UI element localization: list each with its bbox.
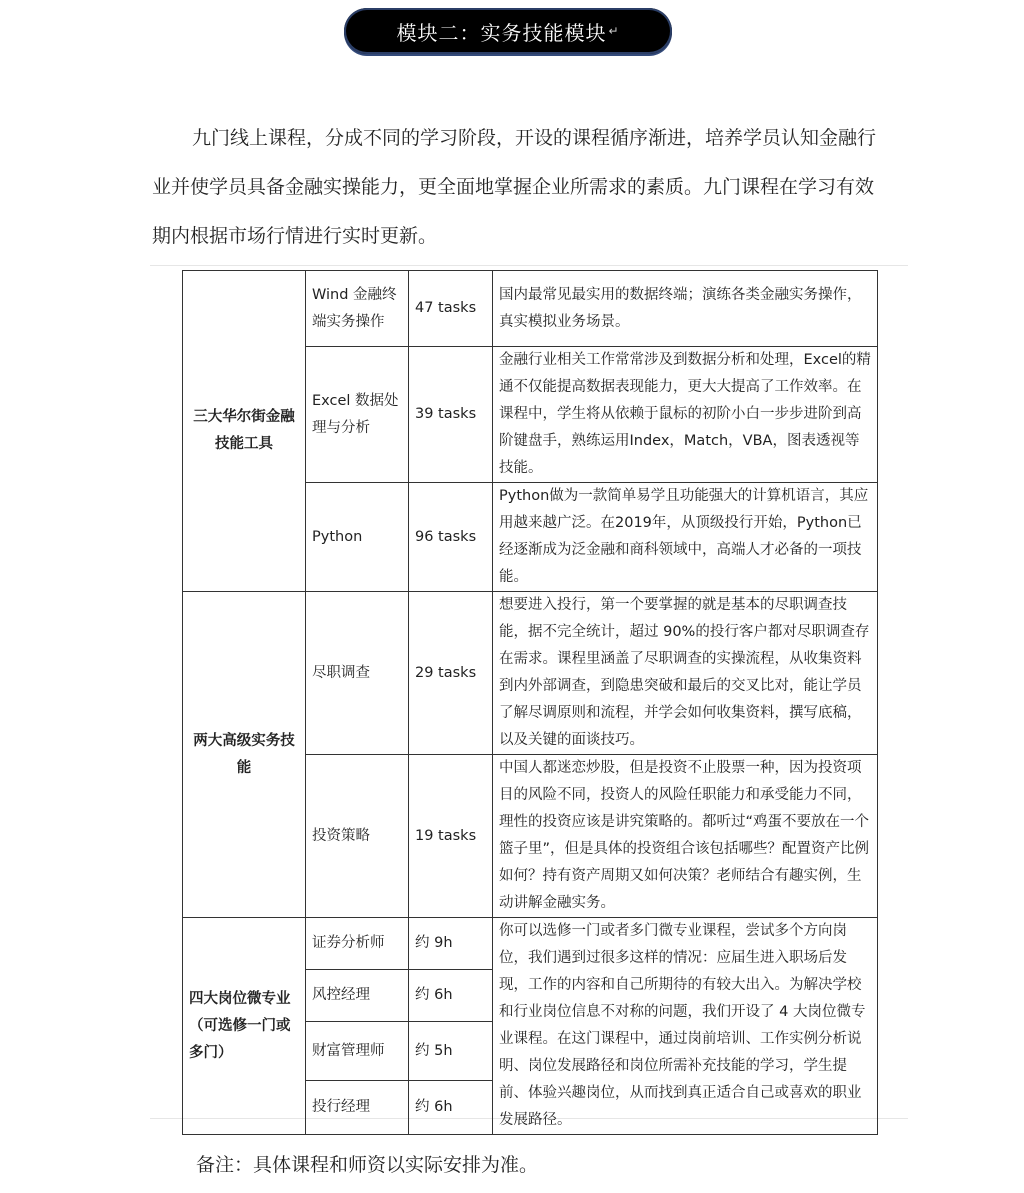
table-row (183, 271, 878, 347)
course-table (182, 270, 878, 1135)
intro-paragraph: 九门线上课程，分成不同的学习阶段，开设的课程循序渐进，培养学员认知金融行业并使学员具备金融实操能力，更全面地掌握企业所需求的素质。九门课程在学习有效期内根据市场行情进行实时更新。 (152, 127, 877, 247)
course-name: 财富管理师 (306, 1022, 409, 1081)
section-title: 模块二：实务技能模块 (396, 20, 607, 45)
category-cell: 四大岗位微专业（可选修一门或多门） (183, 918, 306, 1135)
category-cell: 三大华尔街金融技能工具 (183, 271, 306, 592)
course-name: 投资策略 (306, 755, 409, 918)
section-title-banner (344, 8, 672, 54)
task-count: 39 tasks (409, 347, 493, 483)
task-count: 47 tasks (409, 271, 493, 347)
footnote: 备注：具体课程和师资以实际安排为准。 (196, 1154, 539, 1176)
course-name: Python (306, 483, 409, 592)
category-cell: 两大高级实务技能 (183, 592, 306, 918)
return-mark-icon: ↵ (608, 24, 620, 38)
table-row (183, 592, 878, 755)
task-count: 约 6h (409, 969, 493, 1022)
course-name: Wind 金融终端实务操作 (306, 271, 409, 347)
course-description: 金融行业相关工作常常涉及到数据分析和处理，Excel的精通不仅能提高数据表现能力，更大大提高了工作效率。在课程中，学生将从依赖于鼠标的初阶小白一步步进阶到高阶键盘手，熟练运用Index，Match，VBA，图表透视等技能。 (493, 347, 878, 483)
task-count: 19 tasks (409, 755, 493, 918)
course-name: 投行经理 (306, 1081, 409, 1135)
task-count: 约 6h (409, 1081, 493, 1135)
course-name: 风控经理 (306, 969, 409, 1022)
task-count: 96 tasks (409, 483, 493, 592)
course-description: 中国人都迷恋炒股，但是投资不止股票一种，因为投资项目的风险不同，投资人的风险任职能力和承受能力不同，理性的投资应该是讲究策略的。都听过“鸡蛋不要放在一个篮子里”，但是具体的投资组合该包括哪些？配置资产比例如何？持有资产周期又如何决策？老师结合有趣实例，生动讲解金融实务。 (493, 755, 878, 918)
course-name: 尽职调查 (306, 592, 409, 755)
course-table-frame (150, 265, 908, 1128)
course-description: Python做为一款简单易学且功能强大的计算机语言，其应用越来越广泛。在2019年，从顶级投行开始，Python已经逐渐成为泛金融和商科领域中，高端人才必备的一项技能。 (493, 483, 878, 592)
course-description: 你可以选修一门或者多门微专业课程，尝试多个方向岗位，我们遇到过很多这样的情况：应届生进入职场后发现，工作的内容和自己所期待的有较大出入。为解决学校和行业岗位信息不对称的问题，我们开设了 4 大岗位微专业课程。在这门课程中，通过岗前培训、工作实例分析说明、岗位发展路径和岗位所需补充技能的学习，学生提前、体验兴趣岗位，从而找到真正适合自己或喜欢的职业发展路径。 (493, 918, 878, 1135)
course-name: Excel 数据处理与分析 (306, 347, 409, 483)
task-count: 29 tasks (409, 592, 493, 755)
course-description: 国内最常见最实用的数据终端；演练各类金融实务操作，真实模拟业务场景。 (493, 271, 878, 347)
task-count: 约 9h (409, 918, 493, 970)
course-description: 想要进入投行，第一个要掌握的就是基本的尽职调查技能，据不完全统计，超过 90%的投行客户都对尽职调查存在需求。课程里涵盖了尽职调查的实操流程，从收集资料到内外部调查，到隐患突破和最后的交叉比对，能让学员了解尽调原则和流程，并学会如何收集资料，撰写底稿，以及关键的面谈技巧。 (493, 592, 878, 755)
table-row (183, 918, 878, 970)
course-name: 证券分析师 (306, 918, 409, 970)
task-count: 约 5h (409, 1022, 493, 1081)
